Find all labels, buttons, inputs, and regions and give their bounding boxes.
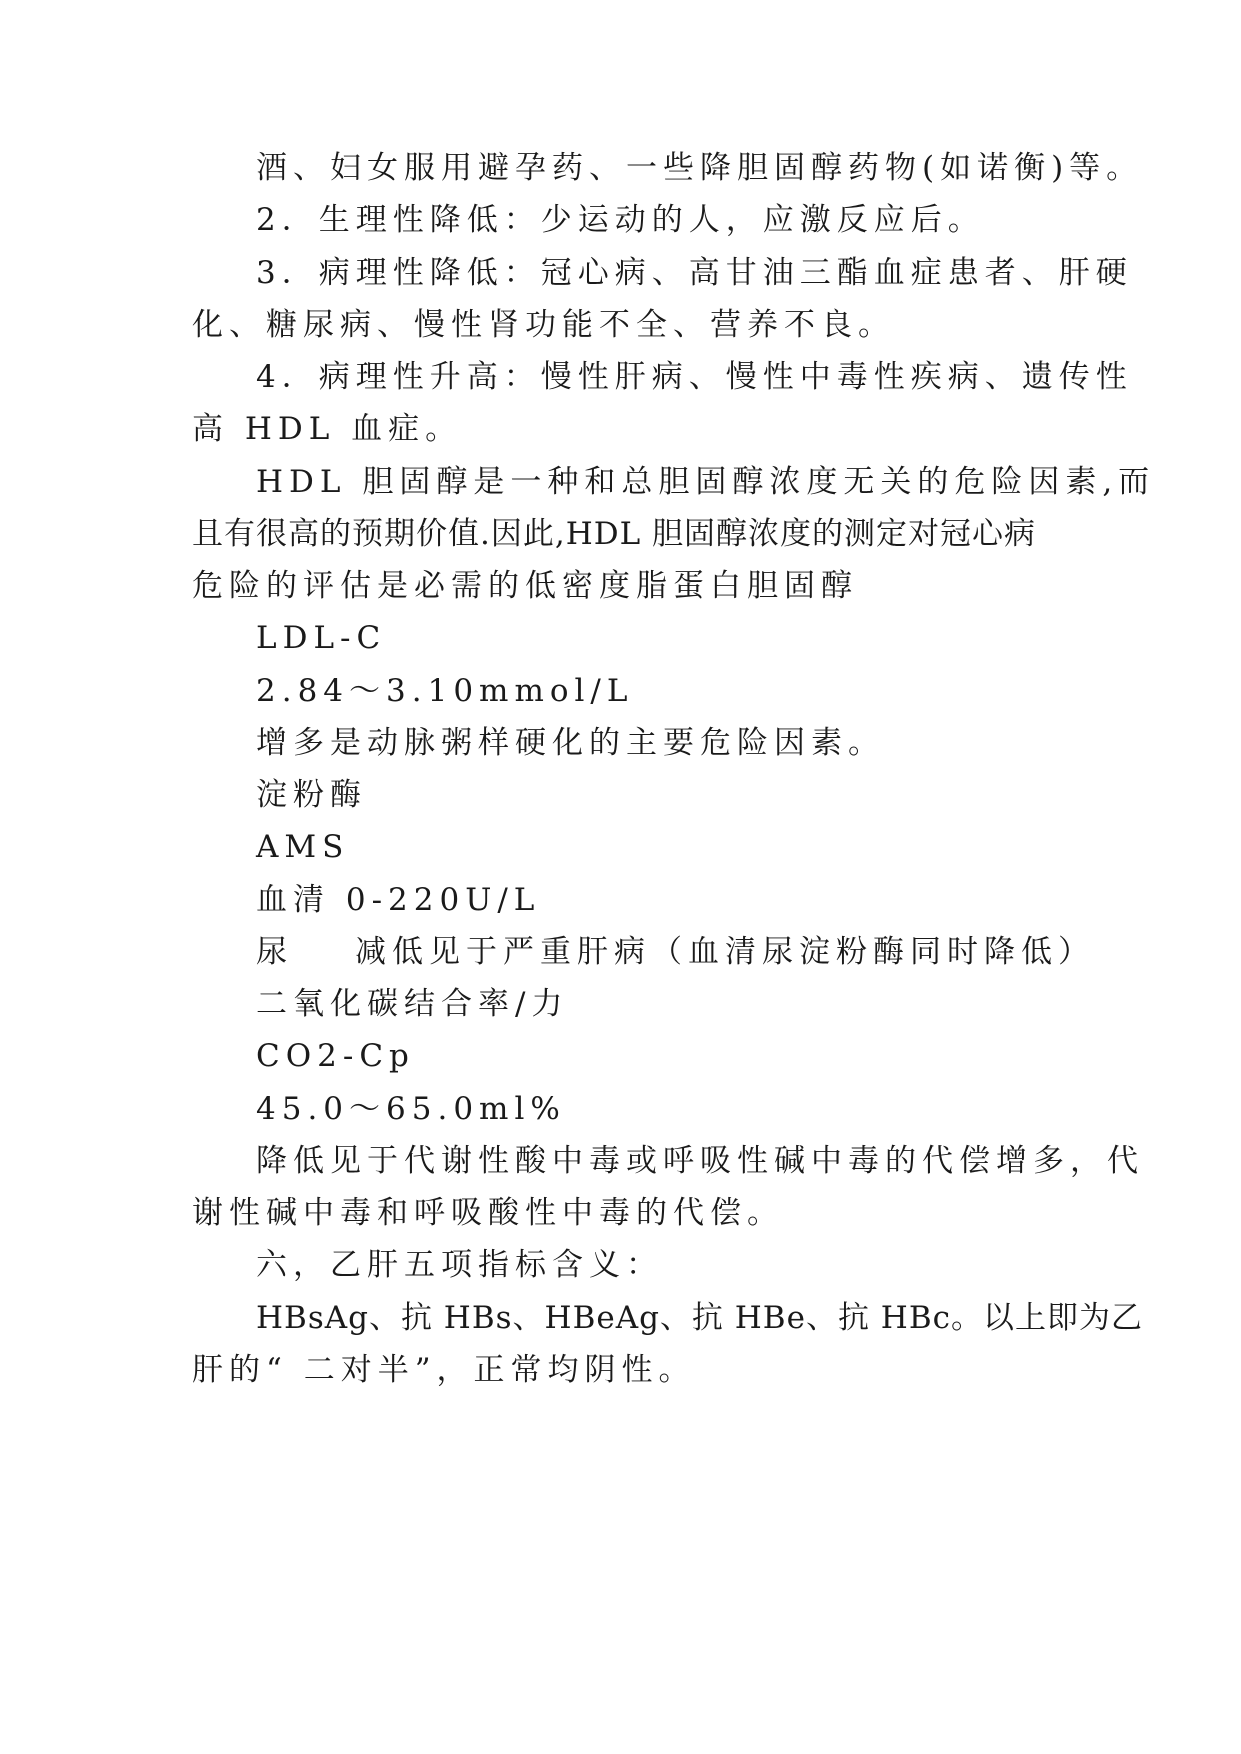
urine-note: 减低见于严重肝病（血清尿淀粉酶同时降低）: [355, 934, 1095, 970]
paragraph-line: 增多是动脉粥样硬化的主要危险因素。: [256, 725, 885, 761]
paragraph-line: LDL-C: [256, 620, 387, 656]
paragraph-line: 二氧化碳结合率/力: [256, 986, 569, 1022]
paragraph-line: 4．病理性升高：慢性肝病、慢性中毒性疾病、遗传性: [256, 359, 1133, 395]
paragraph-line: 酒、妇女服用避孕药、一些降胆固醇药物(如诺衡)等。: [256, 150, 1144, 186]
paragraph-line: 化、糖尿病、慢性肾功能不全、营养不良。: [192, 307, 895, 343]
paragraph-line: 45.0～65.0ml%: [256, 1091, 566, 1127]
paragraph-line: 且有很高的预期价值.因此,HDL 胆固醇浓度的测定对冠心病: [192, 516, 1037, 552]
paragraph-line: CO2-Cp: [256, 1038, 415, 1074]
paragraph-line: 3．病理性降低：冠心病、高甘油三酯血症患者、肝硬: [256, 255, 1133, 291]
paragraph-line: 危险的评估是必需的低密度脂蛋白胆固醇: [192, 568, 858, 604]
paragraph-line: [256, 932, 1095, 972]
paragraph-line: 高 HDL 血症。: [192, 411, 463, 447]
paragraph-line: 血清 0-220U/L: [256, 882, 541, 918]
paragraph-line: 谢性碱中毒和呼吸酸性中毒的代偿。: [192, 1195, 784, 1231]
paragraph-line: HDL 胆固醇是一种和总胆固醇浓度无关的危险因素,而: [256, 464, 1156, 500]
paragraph-line: AMS: [256, 829, 350, 865]
paragraph-line: 淀粉酶: [256, 777, 367, 813]
paragraph-line: HBsAg、抗 HBs、HBeAg、抗 HBe、抗 HBc。以上即为乙: [256, 1300, 1143, 1336]
urine-label: 尿: [256, 934, 293, 970]
paragraph-line: 2.84～3.10mmol/L: [256, 673, 634, 709]
paragraph-line: 肝的“ 二对半”，正常均阴性。: [192, 1352, 696, 1388]
paragraph-line: 六，乙肝五项指标含义：: [256, 1247, 663, 1283]
paragraph-line: 降低见于代谢性酸中毒或呼吸性碱中毒的代偿增多，代: [256, 1143, 1144, 1179]
paragraph-line: 2．生理性降低：少运动的人，应激反应后。: [256, 202, 985, 238]
